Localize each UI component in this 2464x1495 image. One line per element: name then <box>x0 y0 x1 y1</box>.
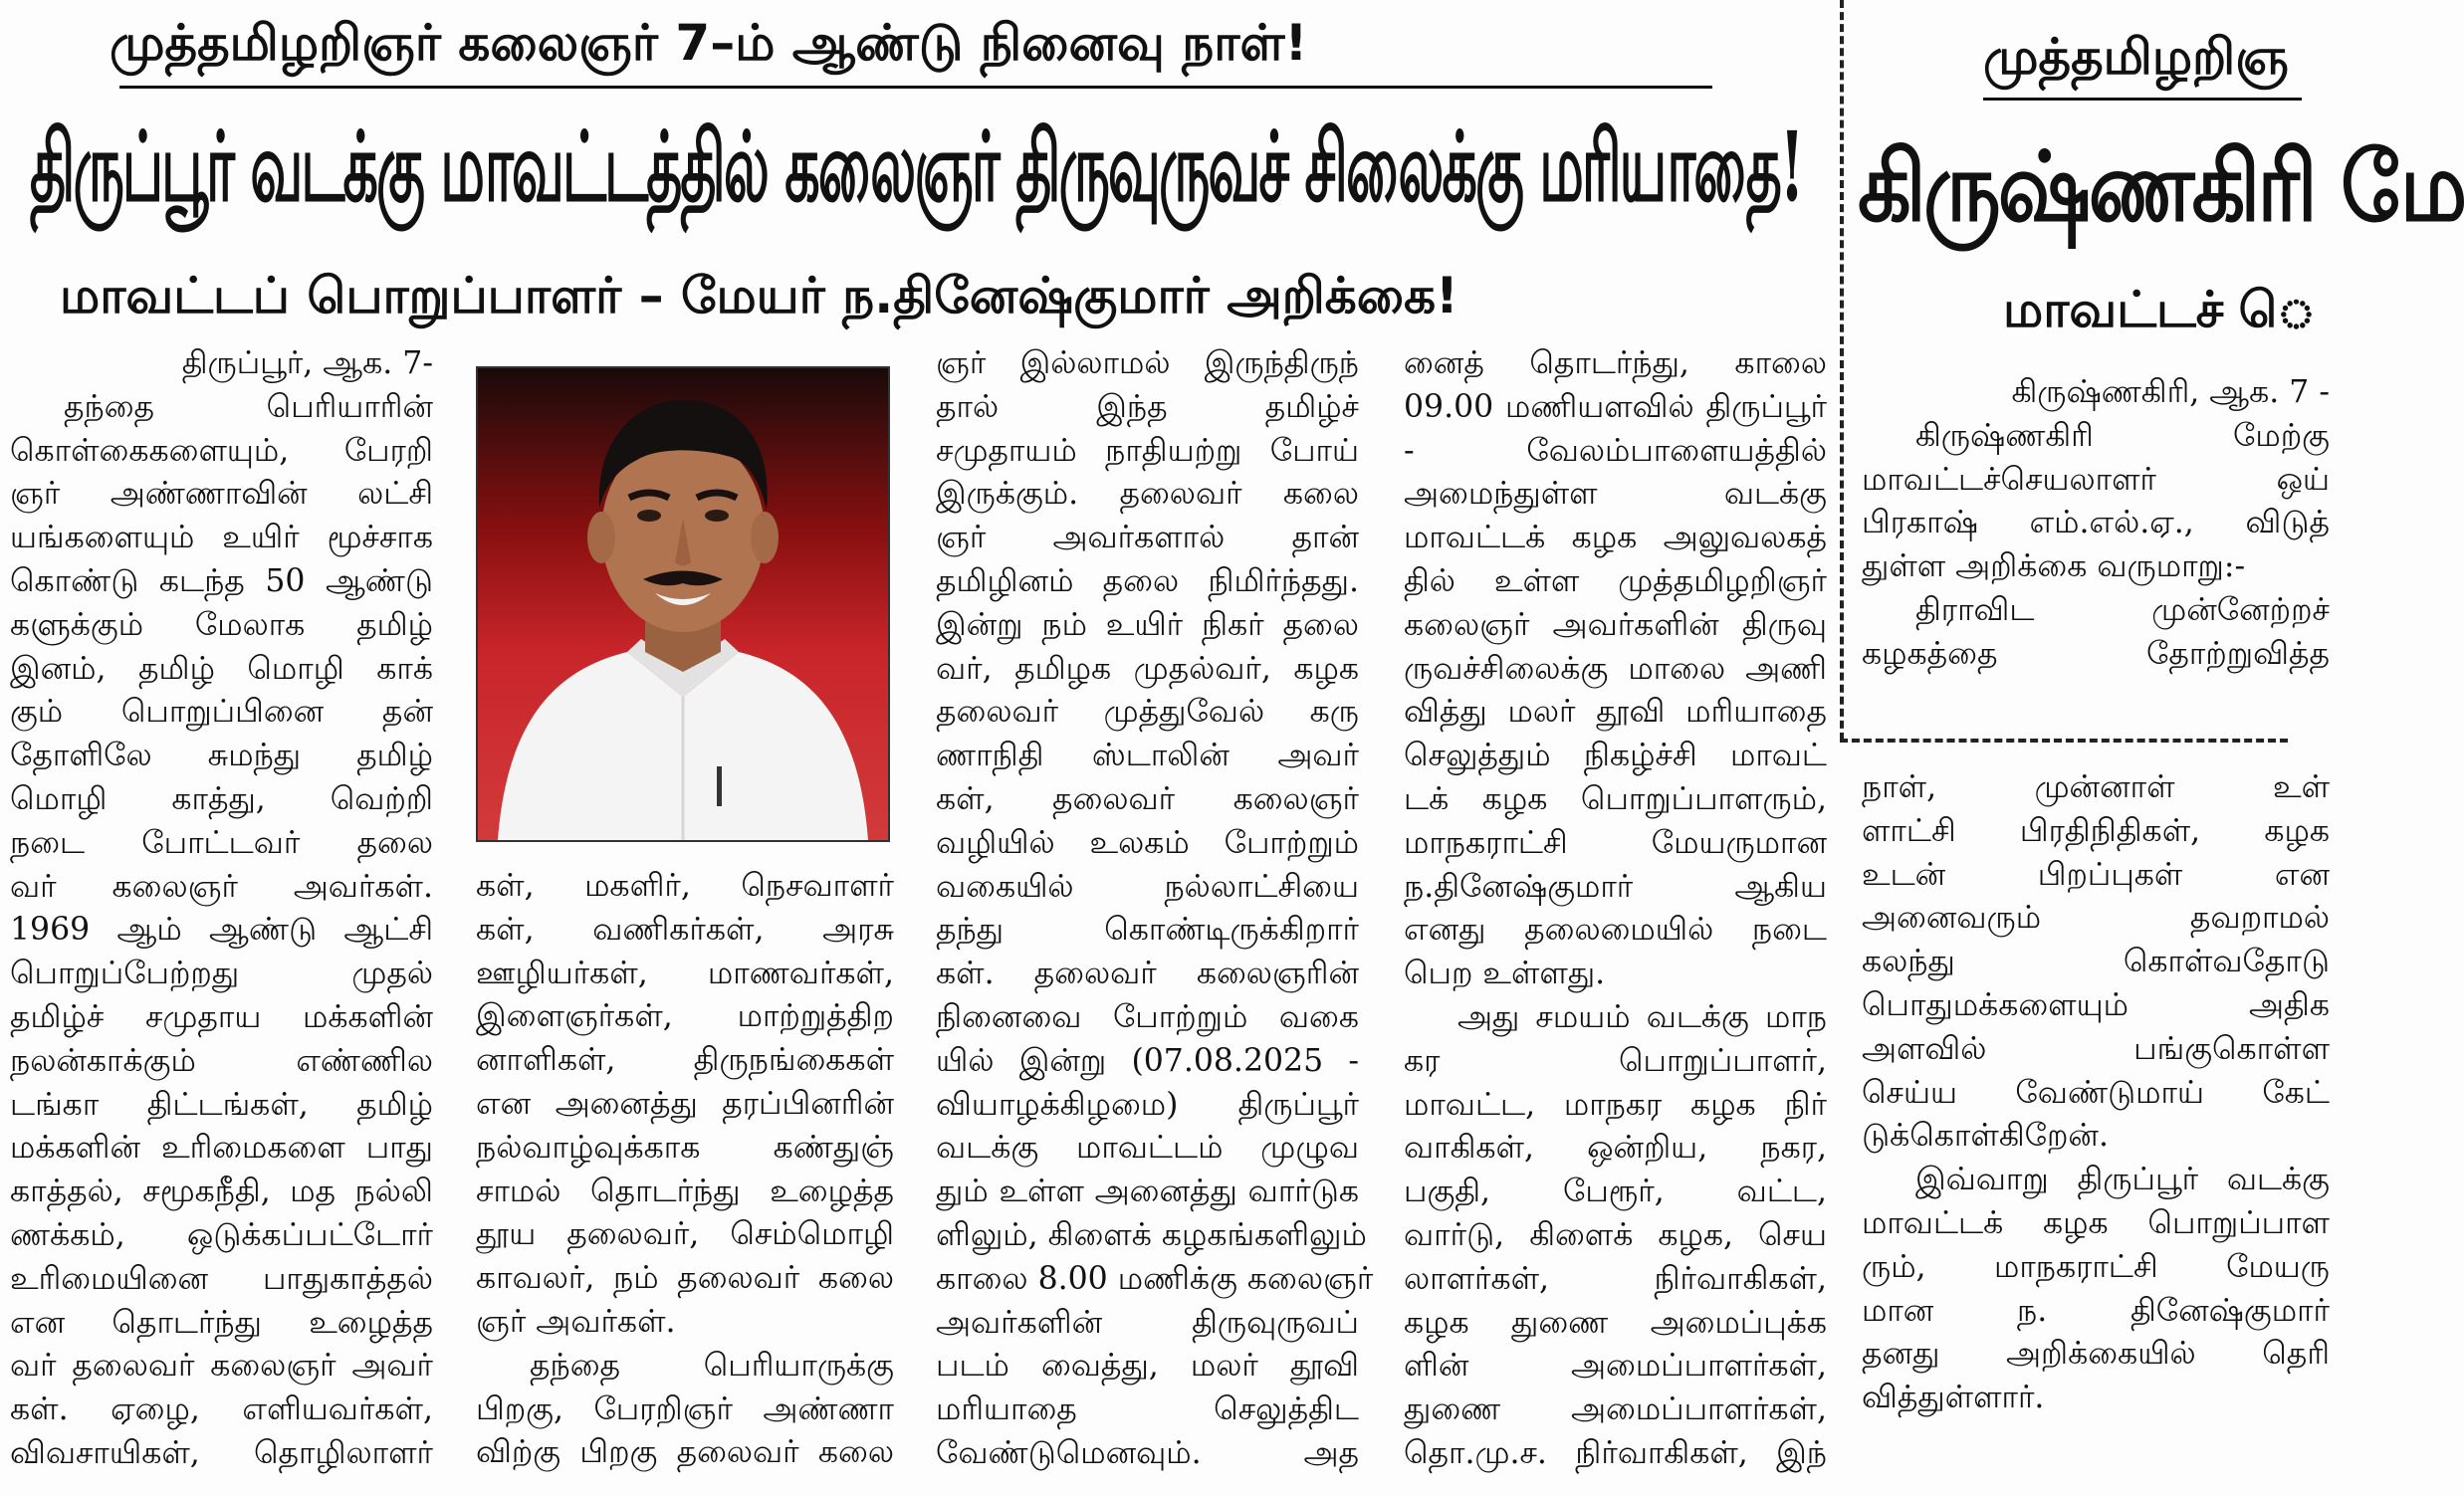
text-line: என தொடர்ந்து உழைத்த <box>10 1304 433 1341</box>
text-line: ந.தினேஷ்குமார் ஆகிய <box>1404 868 1827 905</box>
text-line: திராவிட முன்னேற்றச் <box>1915 591 2330 628</box>
right-kicker: முத்தமிழறிஞ <box>1983 28 2289 86</box>
text-line: இருக்கும். தலைவர் கலை <box>936 476 1359 513</box>
text-line: ணாநிதி ஸ்டாலின் அவர் <box>936 738 1359 774</box>
text-line: அவர்களின் திருவுருவப் <box>936 1304 1359 1341</box>
text-line: நலன்காக்கும் எண்ணில <box>10 1042 433 1079</box>
text-line: தலைவர் முத்துவேல் கரு <box>936 694 1359 731</box>
text-line: ளின் அமைப்பாளர்கள், <box>1404 1348 1827 1385</box>
text-line: மக்களின் உரிமைகளை பாது <box>10 1130 433 1167</box>
text-line: துணை அமைப்பாளர்கள், <box>1404 1391 1827 1428</box>
text-line: வாகிகள், ஒன்றிய, நகர, <box>1404 1130 1827 1167</box>
text-line: கள். தலைவர் கலைஞரின் <box>936 956 1359 992</box>
left-headline: திருப்பூர் வடக்கு மாவட்டத்தில் கலைஞர் திருவுருவச் சிலைக்கு மரியாதை! <box>30 109 1803 223</box>
text-line: தூய தலைவர், செம்மொழி <box>476 1216 894 1253</box>
text-line: டுக்கொள்கிறேன். <box>1862 1118 2109 1155</box>
article-column-1 <box>10 342 433 1476</box>
text-line: இனம், தமிழ் மொழி காக் <box>10 650 433 687</box>
text-line: செலுத்தும் நிகழ்ச்சி மாவட் <box>1404 738 1827 774</box>
text-line: நல்வாழ்வுக்காக கண்துஞ் <box>476 1129 894 1166</box>
text-line: தொ.மு.ச. நிர்வாகிகள், இந் <box>1404 1434 1827 1471</box>
text-line: யங்களையும் உயிர் மூச்சாக <box>10 520 433 556</box>
text-line: துள்ள அறிக்கை வருமாறு:- <box>1862 548 2246 585</box>
right-kicker-underline <box>1983 98 2302 101</box>
text-line: வகையில் நல்லாட்சியை <box>936 868 1359 905</box>
text-line: வியாழக்கிழமை) திருப்பூர் <box>936 1086 1359 1123</box>
text-line: எனது தலைமையில் நடை <box>1404 912 1827 949</box>
text-line: மாவட்டக் கழக பொறுப்பாள <box>1862 1204 2330 1241</box>
text-line: நடை போட்டவர் தலை <box>10 824 433 861</box>
text-line: டக் கழக பொறுப்பாளரும், <box>1404 780 1827 817</box>
text-line: அது சமயம் வடக்கு மாந <box>1457 998 1827 1035</box>
text-line: இவ்வாறு திருப்பூர் வடக்கு <box>1915 1162 2330 1198</box>
text-line: ஞர் இல்லாமல் இருந்திருந் <box>936 345 1359 381</box>
text-line: களுக்கும் மேலாக தமிழ் <box>10 606 433 643</box>
text-line: காலை 8.00 மணிக்கு கலைஞர் <box>936 1260 1374 1297</box>
text-line: தமிழினம் தலை நிமிர்ந்தது. <box>936 562 1359 599</box>
text-line: தில் உள்ள முத்தமிழறிஞர் <box>1404 562 1827 599</box>
text-line: - வேலம்பாளையத்தில் <box>1404 432 1827 469</box>
text-line: தந்தை பெரியாருக்கு <box>530 1347 894 1384</box>
text-line: பெற உள்ளது. <box>1404 956 1606 992</box>
text-line: காவலர், நம் தலைவர் கலை <box>476 1260 894 1297</box>
portrait-photo <box>476 366 890 842</box>
text-line: கிருஷ்ணகிரி மேற்கு <box>1915 417 2330 454</box>
text-line: ரும், மாநகராட்சி மேயரு <box>1862 1248 2330 1285</box>
text-line: தமிழ்ச் சமுதாய மக்களின் <box>10 998 433 1035</box>
text-line: என அனைத்து தரப்பினரின் <box>476 1085 894 1122</box>
text-line: ணக்கம், ஒடுக்கப்பட்டோர் <box>10 1216 433 1253</box>
text-line: விற்கு பிறகு தலைவர் கலை <box>476 1434 894 1471</box>
text-line: மாநகராட்சி மேயருமான <box>1404 824 1827 861</box>
text-line: மான ந. தினேஷ்குமார் <box>1862 1292 2330 1329</box>
text-line: வார்டு, கிளைக் கழக, செய <box>1404 1216 1827 1253</box>
left-subhead: மாவட்டப் பொறுப்பாளர் – மேயர் ந.தினேஷ்குமார் அறிக்கை! <box>60 267 1458 324</box>
text-line: கலந்து கொள்வதோடு <box>1862 944 2330 980</box>
article-column-4 <box>1404 342 1827 1476</box>
text-line: ஊழியர்கள், மாணவர்கள், <box>476 955 894 991</box>
text-line: யில் இன்று (07.08.2025 - <box>936 1042 1359 1079</box>
text-line: தோளிலே சுமந்து தமிழ் <box>10 738 433 774</box>
article-column-3 <box>936 342 1374 1476</box>
text-line: சமுதாயம் நாதியற்று போய் <box>936 432 1359 469</box>
text-line: கும் பொறுப்பினை தன் <box>10 694 433 731</box>
text-line: உரிமையினை பாதுகாத்தல் <box>10 1260 433 1297</box>
text-line: கழக துணை அமைப்புக்க <box>1404 1304 1827 1341</box>
text-line: 1969 ஆம் ஆண்டு ஆட்சி <box>10 912 433 949</box>
text-line: னாளிகள், திருநங்கைகள் <box>476 1042 894 1079</box>
text-line: பொதுமக்களையும் அதிக <box>1862 986 2330 1023</box>
text-line: வேண்டுமெனவும். அத <box>936 1434 1359 1471</box>
text-line: கலைஞர் அவர்களின் திருவு <box>1404 606 1827 643</box>
text-line: கர பொறுப்பாளர், <box>1404 1042 1827 1079</box>
text-line: பொறுப்பேற்றது முதல் <box>10 956 433 992</box>
text-line: தும் உள்ள அனைத்து வார்டுக <box>936 1174 1359 1210</box>
text-line: வர் தலைவர் கலைஞர் அவர் <box>10 1348 433 1385</box>
text-line: கள், மகளிர், நெசவாளர் <box>476 868 894 904</box>
text-line: பகுதி, பேரூர், வட்ட, <box>1404 1174 1827 1210</box>
right-subhead: மாவட்டச் ெ <box>2003 281 2316 338</box>
text-line: அமைந்துள்ள வடக்கு <box>1404 476 1827 513</box>
text-line: கள், வணிகர்கள், அரசு <box>476 911 894 948</box>
text-line: சாமல் தொடர்ந்து உழைத்த <box>476 1173 894 1209</box>
text-line: ஞர் அவர்கள். <box>476 1303 676 1340</box>
text-line: இளைஞர்கள், மாற்றுத்திற <box>476 998 894 1035</box>
text-line: காத்தல், சமூகநீதி, மத நல்லி <box>10 1174 433 1210</box>
text-line: மாவட்டக் கழக அலுவலகத் <box>1404 520 1827 556</box>
text-line: மொழி காத்து, வெற்றி <box>10 780 433 817</box>
text-line: படம் வைத்து, மலர் தூவி <box>936 1348 1359 1385</box>
right-column-bottom <box>1862 766 2330 1420</box>
text-line: விவசாயிகள், தொழிலாளர் <box>10 1434 433 1471</box>
text-line: தந்து கொண்டிருக்கிறார் <box>936 912 1359 949</box>
kicker-underline <box>119 86 1712 89</box>
text-line: ளாட்சி பிரதிநிதிகள், கழக <box>1862 812 2330 849</box>
text-line: இன்று நம் உயிர் நிகர் தலை <box>936 606 1359 643</box>
text-line: உடன் பிறப்புகள் என <box>1862 856 2330 893</box>
text-line: லாளர்கள், நிர்வாகிகள், <box>1404 1260 1827 1297</box>
article-column-2 <box>476 865 894 1475</box>
dateline: கிருஷ்ணகிரி, ஆக. 7 - <box>2011 374 2330 410</box>
left-kicker: முத்தமிழறிஞர் கலைஞர் 7–ம் ஆண்டு நினைவு நாள்! <box>110 14 1308 72</box>
text-line: ஞர் அண்ணாவின் லட்சி <box>10 476 433 513</box>
right-headline: கிருஷ்ணகிரி மே <box>1858 129 2464 243</box>
portrait-illustration <box>478 368 888 840</box>
text-line: வித்துள்ளார். <box>1862 1380 2045 1416</box>
text-line: தந்தை பெரியாரின் <box>64 388 433 425</box>
right-article <box>1844 0 2464 1495</box>
text-line: கொண்டு கடந்த 50 ஆண்டு <box>10 562 433 599</box>
text-line: வடக்கு மாவட்டம் முழுவ <box>936 1130 1359 1167</box>
text-line: அனைவரும் தவறாமல் <box>1862 900 2330 937</box>
text-line: 09.00 மணியளவில் திருப்பூர் <box>1404 388 1827 425</box>
text-line: வர், தமிழக முதல்வர், கழக <box>936 650 1359 687</box>
text-line: கொள்கைகளையும், பேரறி <box>10 432 433 469</box>
text-line: பிரகாஷ் எம்.எல்.ஏ., விடுத் <box>1862 505 2330 541</box>
dateline: திருப்பூர், ஆக. 7- <box>181 345 433 381</box>
text-line: நினைவை போற்றும் வகை <box>936 998 1359 1035</box>
text-line: மரியாதை செலுத்திட <box>936 1391 1359 1428</box>
text-line: மாவட்டச்செயலாளர் ஒய் <box>1862 461 2330 498</box>
text-line: கழகத்தை தோற்றுவித்த <box>1862 635 2330 672</box>
text-line: னைத் தொடர்ந்து, காலை <box>1404 345 1827 381</box>
text-line: கள். ஏழை, எளியவர்கள், <box>10 1391 433 1428</box>
text-line: தனது அறிக்கையில் தெரி <box>1862 1336 2330 1373</box>
text-line: வித்து மலர் தூவி மரியாதை <box>1404 694 1827 731</box>
text-line: டங்கா திட்டங்கள், தமிழ் <box>10 1086 433 1123</box>
text-line: வழியில் உலகம் போற்றும் <box>936 824 1359 861</box>
text-line: செய்ய வேண்டுமாய் கேட் <box>1862 1074 2330 1111</box>
text-line: கள், தலைவர் கலைஞர் <box>936 780 1359 817</box>
right-column-top <box>1862 371 2330 677</box>
text-line: நாள், முன்னாள் உள் <box>1862 769 2330 805</box>
text-line: அளவில் பங்குகொள்ள <box>1862 1030 2330 1067</box>
text-line: ஞர் அவர்களால் தான் <box>936 520 1359 556</box>
text-line: தால் இந்த தமிழ்ச் <box>936 388 1359 425</box>
text-line: பிறகு, பேரறிஞர் அண்ணா <box>476 1390 894 1427</box>
text-line: ளிலும், கிளைக் கழகங்களிலும் <box>936 1216 1367 1253</box>
text-line: மாவட்ட, மாநகர கழக நிர் <box>1404 1086 1827 1123</box>
text-line: வர் கலைஞர் அவர்கள். <box>10 868 433 905</box>
text-line: ருவச்சிலைக்கு மாலை அணி <box>1404 650 1827 687</box>
